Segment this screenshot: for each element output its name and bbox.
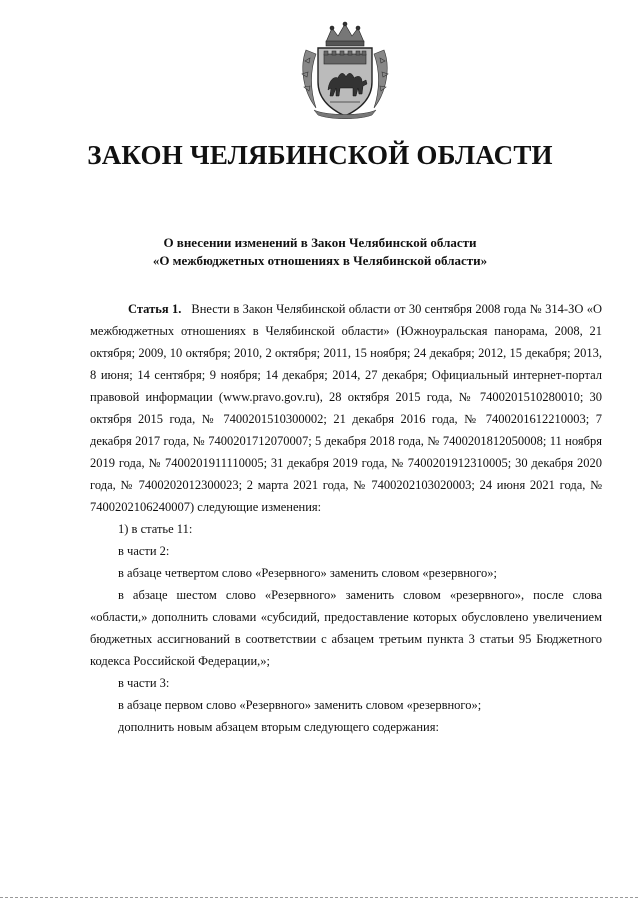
subtitle-line-1: О внесении изменений в Закон Челябинской области [163,235,477,250]
list-item: в абзаце первом слово «Резервного» заменить словом «резервного»; [118,698,482,712]
subtitle-line-2: «О межбюджетных отношениях в Челябинской области» [152,253,488,268]
page-divider [0,897,640,898]
list-item: в части 3: [118,676,170,690]
article-paragraph [90,298,602,518]
list-item: дополнить новым абзацем вторым следующего содержания: [118,720,439,734]
article-label: Статья 1. [128,302,182,316]
list-item: в части 2: [118,544,170,558]
law-title: ЗАКОН ЧЕЛЯБИНСКОЙ ОБЛАСТИ [87,140,553,170]
article-intro: Внести в Закон Челябинской области от 30 сентября 2008 года № 314-ЗО «О межбюджетных отношениях в Челябинской области» (Южноуральская панорама, 2008, 21 октября; 2009, 10 октября; 2010, 2 октября; 2011, 15 ноября; 24 декабря; 2012, 15 декабря; 2013, 8 июня; 14 сентября; 9 ноября; 14 декабря; 2014, 27 декабря; Официальный интернет-портал правовой информации (www.pravo.gov.ru), 28 октября 2015 года, № 7400201510280010; 30 октября 2015 года, № 7400201510300002; 21 декабря 2016 года, № 7400201612210003; 7 декабря 2017 года, № 7400201712070007; 5 декабря 2018 года, № 7400201812050008; 11 ноября 2019 года, № 7400201911110005; 31 декабря 2019 года, № 7400201912310005; 30 декабря 2020 года, № 7400202012300023; 2 марта 2021 года, № 7400202103020003; 24 июня 2021 года, № 7400202106240007) следующие изменения: [90,302,603,514]
list-item: 1) в статье 11: [118,522,193,536]
list-item: в абзаце четвертом слово «Резервного» заменить словом «резервного»; [118,566,497,580]
chelyabinsk-coat-of-arms-icon [296,20,394,120]
list-item: в абзаце шестом слово «Резервного» заменить словом «резервного», после слова «области,» дополнить словами «субсидий, предоставление которых обусловлено увеличением бюджетных ассигнований в соответствии с абзацем третьим пункта 3 статьи 95 Бюджетного кодекса Российской Федерации,»; [90,588,602,668]
law-subtitle [0,234,640,270]
document-body [90,298,602,738]
